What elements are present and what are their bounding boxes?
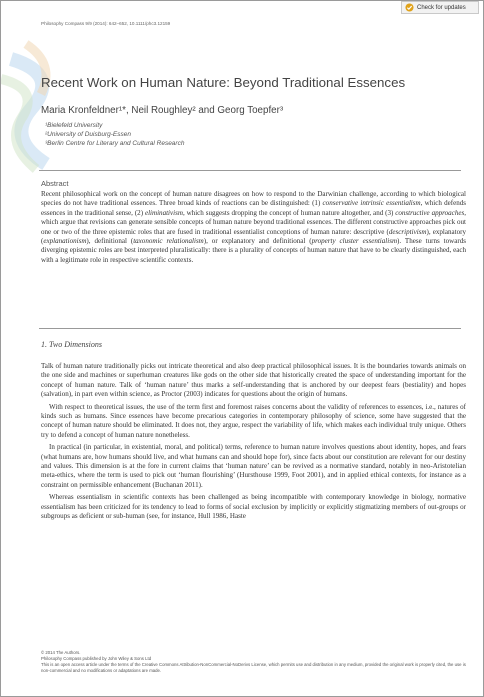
abstract-segment: ). These turns towards diverging epistemic roles are best interpreted pluralistically: there is a plurality of concepts of human nature that have to be clearly distinguished, each with a legitimate role in respective scientific contexts. [41,237,466,264]
affiliation-3: ³Berlin Centre for Literary and Cultural Research [45,140,185,147]
footer-license: This is an open access article under the terms of the Creative Commons Attribution-NonCommercial-NoDerivs License, which permits use and distribution in any medium, provided the original work is properly cited, the use is non-commercial and no modifications or adaptations are made. [41,662,466,673]
abstract-segment: , which suggests dropping the concept of human nature altogether, and (3) [182,208,396,217]
affiliation-1: ¹Bielefeld University [45,122,103,129]
abstract-segment: , which argue that revisions can generate sensible concepts of human nature beyond traditional essences. The different constructive approaches pick out one or two of the three epistemic roles that are fused in traditional essentialist conceptions of human nature: descriptive ( [41,208,466,236]
divider-bottom [39,328,461,329]
abstract-heading: Abstract [41,179,69,188]
abstract-segment: Recent philosophical work on the concept of human nature disagrees on how to respond to the Darwinian challenge, according to which biological species do not have traditional essences. Three broad kinds of reactions can be distinguished: (1) [41,190,466,208]
abstract-italic-term: eliminativism [144,208,183,217]
footer-copyright: © 2014 The Authors. [41,650,81,655]
abstract-italic-term: taxonomic relationalism [133,237,204,246]
abstract-segment: ), definitional ( [86,237,134,246]
abstract-italic-term: constructive approaches [395,208,465,217]
abstract-segment: ), explanatory ( [41,227,466,246]
abstract-segment: ), or explanatory and definitional ( [203,237,312,246]
check-for-updates-button[interactable] [401,1,479,14]
author-list: Maria Kronfeldner¹*, Neil Roughley² and Georg Toepfer³ [41,105,284,116]
divider-top [39,170,461,171]
abstract-italic-term: descriptivism [388,227,427,236]
footer-publisher: Philosophy Compass published by John Wiley & Sons Ltd [41,656,152,661]
check-for-updates-icon [405,3,414,12]
check-for-updates-label: Check for updates [417,4,466,11]
abstract-segment: , which defends essences in the traditional sense, (2) [41,199,467,217]
section-heading: 1. Two Dimensions [41,340,102,349]
body-paragraph: In practical (in particular, in existential, moral, and political) terms, reference to human nature involves questions about identity, hopes, and fears (what humans are, how humans should live, and what humans can and should hope for), since facts about our constitution are relevant for our destiny and values. This dimension is at the fore in current claims that ‘human nature’ can be revived as a normative standard, notably in neo-Aristotelian meta-ethics, where the term is used to pick out ‘human flourishing’ (Hursthouse 1999, Foot 2001), and in applied ethical contexts, for instance as a constraint on permissible enhancement (Buchanan 2011). [41,443,466,489]
journal-citation: Philosophy Compass 9/9 (2014): 642–652, 10.1111/phc3.12159 [41,21,171,26]
body-paragraph: Whereas essentialism in scientific contexts has been challenged as being incompatible with contemporary knowledge in biology, normative essentialism has been criticized for its tendency to lead to forms of social exclusion by implicitly or explicitly stigmatizing members of out-groups or subgroups as deficient or sub-human (see, for instance, Hull 1986, Haste [41,493,466,521]
body-paragraph: With respect to theoretical issues, the use of the term first and foremost raises concerns about the validity of references to essences, i.e., natures of kinds such as humans. Since essences have become precarious categories in contemporary philosophy of science, some have suggested that the concept of human nature should be eliminated. It does not, they argue, respect the variability of life, which makes each individual truly unique. Others try to defend a concept of human nature nonetheless. [41,402,466,439]
paper-title: Recent Work on Human Nature: Beyond Traditional Essences [41,75,406,90]
abstract-italic-term: property cluster essentialism [311,237,398,246]
abstract-text [41,190,466,265]
affiliation-2: ²University of Duisburg-Essen [45,131,131,138]
body-text [41,362,466,525]
page-footer [41,650,466,674]
body-paragraph: Talk of human nature traditionally picks out intricate theoretical and also deep practical philosophical issues. It is the boundaries towards animals on the one side and machines or superhuman creatures like gods on the other side that historically created the space of understanding important for the concept of human nature. Talk of ‘human nature’ thus marks a self-understanding that is anchored by our deepest fears (bestiality) and hopes (salvation), in part even within science, as Proctor (2003) indicates for questions about the origin of humans. [41,362,466,399]
abstract-italic-term: explanationism [43,237,87,246]
abstract-italic-term: conservative intrinsic essentialism [322,199,421,208]
